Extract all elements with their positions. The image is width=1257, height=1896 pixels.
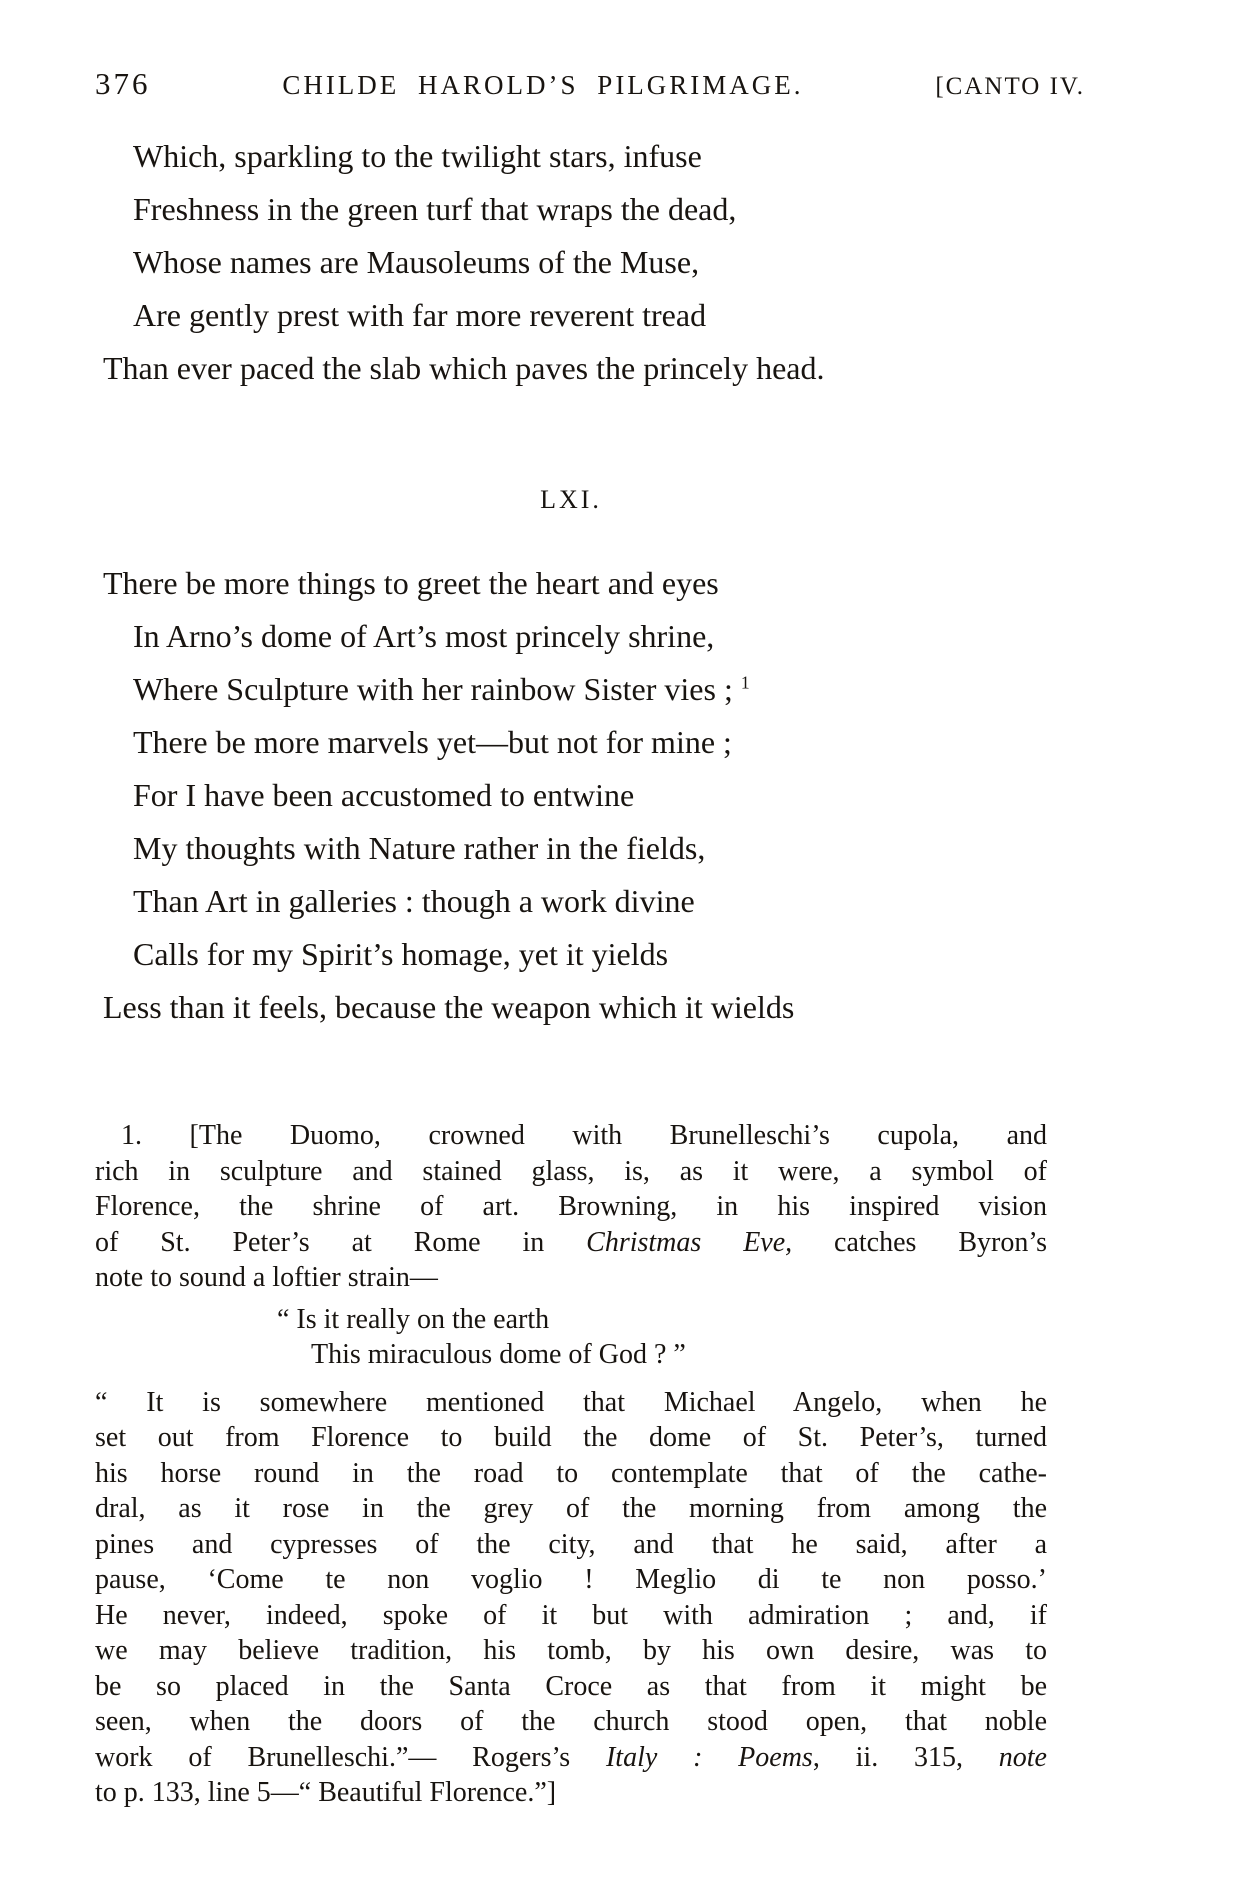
text-segment: dral, as it rose in the grey of the morning from among the [95, 1493, 1047, 1524]
text-segment: Are gently prest with far more reverent tread [133, 297, 707, 333]
text-segment: , ii. 315, [812, 1741, 999, 1773]
poem-line [103, 928, 1047, 981]
text-segment: In Arno’s dome of Art’s most princely shrine, [133, 618, 715, 654]
poem-line [103, 610, 1047, 663]
poem-line [103, 663, 1047, 716]
footnote-line [95, 1562, 1047, 1598]
footnote-line [95, 1225, 1047, 1261]
footnote-paragraph-1 [95, 1118, 1047, 1296]
text-segment: Where Sculpture with her rainbow Sister vies ; [133, 671, 741, 707]
text-segment: Florence, the shrine of art. Browning, in his inspired vision [95, 1191, 1047, 1222]
footnote-line [95, 1456, 1047, 1492]
footnote-ref-marker: 1 [740, 672, 750, 693]
text-segment: There be more marvels yet—but not for mine ; [133, 724, 732, 760]
text-segment: Calls for my Spirit’s homage, yet it yields [133, 936, 669, 972]
footnote-line [95, 1775, 1047, 1811]
running-title: CHILDE HAROLD’S PILGRIMAGE. [282, 70, 804, 100]
footnote-line [95, 1260, 1047, 1296]
text-segment: catches Byron’s [792, 1226, 1048, 1258]
text-segment: note to sound a loftier strain— [95, 1262, 438, 1293]
poem-line [103, 981, 1047, 1034]
text-segment: his horse round in the road to contemplate that of the cathe- [95, 1457, 1047, 1489]
poem-line [103, 769, 1047, 822]
footnote-line [95, 1669, 1047, 1705]
poem-line [103, 289, 1047, 342]
stanza-lx-end [103, 130, 1047, 395]
footnote-line [95, 1633, 1047, 1669]
poem-line [103, 557, 1047, 610]
text-segment: Than Art in galleries : though a work divine [133, 883, 695, 919]
poem-line [103, 183, 1047, 236]
text-segment: rich in sculpture and stained glass, is, as it were, a symbol of [95, 1155, 1047, 1187]
poem-line [103, 716, 1047, 769]
poem-line [103, 342, 1047, 395]
italic-text: Italy : Poems [605, 1741, 813, 1773]
quote-line: This miraculous dome of God ? ” [311, 1339, 686, 1370]
text-segment: My thoughts with Nature rather in the fields, [133, 830, 706, 866]
footnote-quote [95, 1302, 1047, 1373]
footnote-line [95, 1704, 1047, 1740]
text-segment: pause, ‘Come te non voglio ! Meglio di te non posso.’ [95, 1564, 1047, 1595]
footnote-line [95, 1385, 1047, 1421]
poem-line [103, 875, 1047, 928]
text-segment: Which, sparkling to the twilight stars, infuse [133, 138, 702, 174]
footnote-line [95, 1740, 1047, 1776]
poem-line [103, 130, 1047, 183]
quote-line: “ Is it really on the earth [277, 1303, 550, 1335]
italic-text: note [998, 1741, 1047, 1773]
text-segment: He never, indeed, spoke of it but with admiration ; and, if [95, 1599, 1047, 1631]
text-segment: we may believe tradition, his tomb, by his own desire, was to [95, 1635, 1047, 1666]
stanza-lxi [103, 557, 1047, 1034]
footnote-line [95, 1420, 1047, 1456]
text-segment: pines and cypresses of the city, and that he said, after a [95, 1528, 1047, 1560]
text-segment: Whose names are Mausoleums of the Muse, [133, 244, 700, 280]
text-segment: Than ever paced the slab which paves the princely head. [103, 350, 825, 386]
text-segment: Freshness in the green turf that wraps the dead, [133, 191, 737, 227]
poem-line [103, 822, 1047, 875]
text-segment: of St. Peter’s at Rome in [95, 1226, 587, 1258]
footnote-paragraph-2 [95, 1385, 1047, 1811]
footnote-line [95, 1189, 1047, 1225]
footnote [95, 1118, 1047, 1811]
footnote-line [95, 1598, 1047, 1634]
footnote-line [95, 1527, 1047, 1563]
running-head [95, 66, 1085, 102]
text-segment: Less than it feels, because the weapon which it wields [103, 989, 795, 1025]
italic-text: Christmas Eve, [586, 1226, 793, 1258]
text-segment: For I have been accustomed to entwine [133, 777, 635, 813]
text-segment: 1. [The Duomo, crowned with Brunelleschi’s cupola, and [121, 1120, 1047, 1151]
text-segment: be so placed in the Santa Croce as that from it might be [95, 1670, 1047, 1702]
text-segment: work of Brunelleschi.”— Rogers’s [95, 1741, 606, 1773]
footnote-line [95, 1491, 1047, 1527]
footnote-line [95, 1118, 1047, 1154]
page-number: 376 [95, 66, 151, 101]
text-segment: “ It is somewhere mentioned that Michael Angelo, when he [95, 1386, 1047, 1418]
text-segment: There be more things to greet the heart and eyes [103, 565, 719, 601]
footnote-line [95, 1154, 1047, 1190]
text-segment: seen, when the doors of the church stood open, that noble [95, 1706, 1047, 1737]
text-segment: set out from Florence to build the dome of St. Peter’s, turned [95, 1422, 1047, 1453]
poem-line [103, 236, 1047, 289]
canto-label: [CANTO IV. [935, 73, 1085, 100]
text-segment: to p. 133, line 5—“ Beautiful Florence.”] [95, 1777, 557, 1808]
stanza-heading-lxi: LXI. [540, 485, 602, 514]
